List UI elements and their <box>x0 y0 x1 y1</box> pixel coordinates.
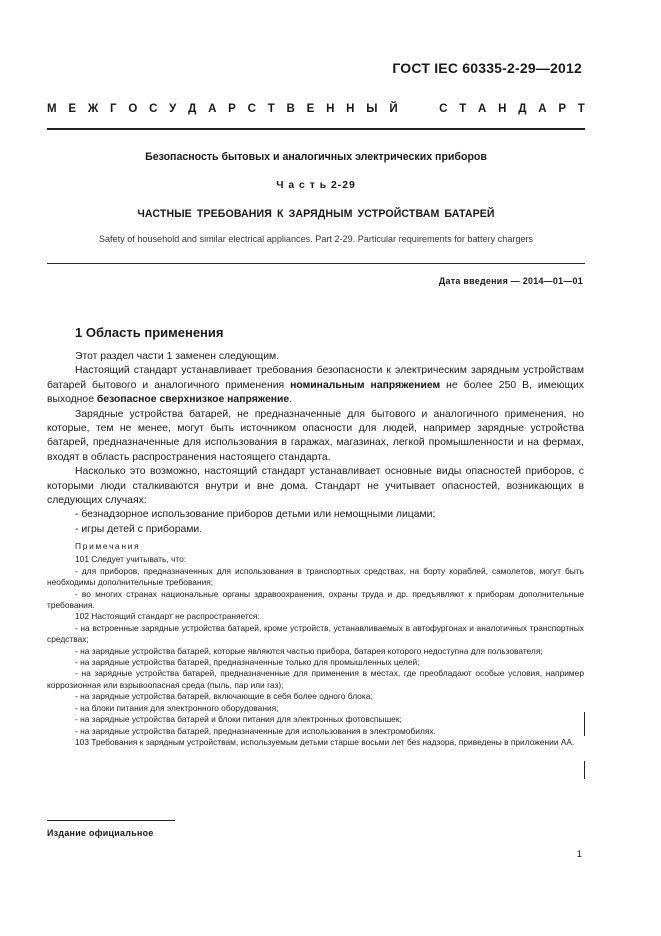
note-item: - на зарядные устройства батарей и блоки питания для электронных фотовспышек; <box>75 714 402 725</box>
list-item: - безнадзорное использование приборов детьми или немощными лицами; <box>75 509 436 521</box>
paragraph: Насколько это возможно, настоящий стандарт устанавливает основные виды опасностей приборов, с которыми люди сталкиваются внутри и вне дома. Стандарт не учитывает опасностей, возникающих в следующих случаях: <box>47 466 584 507</box>
notes-heading: Примечания <box>75 541 141 551</box>
category-letter: А <box>478 103 487 115</box>
category-letter: О <box>128 103 138 115</box>
note-item: - во многих странах национальные органы здравоохранения, охраны труда и др. предъявляют к приборам дополнительные требования. <box>47 588 584 611</box>
category-letter: Т <box>267 103 275 115</box>
paragraph: Зарядные устройства батарей, не предназначенные для бытового и аналогичного применения, но которые, тем не менее, могут быть источником опасности для людей, например зарядные устройства батарей, предназначенные для использования в гаражах, магазинах, легкой промышленности и на фермах, входят в область распространения настоящего стандарта. <box>47 408 584 463</box>
section-body <box>47 350 584 537</box>
title-main: Безопасность бытовых и аналогичных электрических приборов <box>145 151 487 163</box>
section-title: 1 Область применения <box>75 325 224 340</box>
footer-rule <box>47 820 175 821</box>
note-item: 101 Следует учитывать, что: <box>75 554 187 565</box>
list-item: - игры детей с приборами. <box>75 523 203 535</box>
note-item: - для приборов, предназначенных для использования в транспортных средствах, на борту кораблей, самолетов, могут быть необходимы дополнительные требования; <box>47 565 584 588</box>
note-item: - на блоки питания для электронного оборудования; <box>75 702 279 713</box>
introduction-date: Дата введения — 2014—01—01 <box>438 276 583 286</box>
category-letter: Й <box>389 103 398 115</box>
note-item: 102 Настоящий стандарт не распространяется: <box>75 611 260 622</box>
category-letter: Р <box>558 103 566 115</box>
category-letter: Ы <box>366 103 378 115</box>
category-letter: Т <box>577 103 585 115</box>
title-part: Ч а с т ь 2-29 <box>276 180 356 191</box>
category-letter: Н <box>498 103 507 115</box>
paragraph: Этот раздел части 1 заменен следующим. <box>75 351 280 362</box>
change-bar <box>584 761 585 779</box>
title-particular: ЧАСТНЫЕ ТРЕБОВАНИЯ К ЗАРЯДНЫМ УСТРОЙСТВАМ БАТАРЕЙ <box>137 208 495 220</box>
note-item: 103 Требования к зарядным устройствам, используемым детьми старше восьми лет без надзора, приведены в приложении АА. <box>75 736 575 747</box>
category-letter: Е <box>68 103 77 115</box>
top-rule <box>47 128 585 130</box>
category-letter: Г <box>110 103 117 115</box>
category-letter: В <box>286 103 295 115</box>
title-rule <box>47 263 585 264</box>
category-letter: Д <box>518 103 527 115</box>
note-item: - на зарядные устройства батарей, предназначенные для применения в местах, где преобладают особые условия, например коррозионная или взрывоопасная среда (пыль, пар или газ); <box>47 668 584 690</box>
note-item: - на зарядные устройства батарей, предназначенные только для промышленных целей; <box>75 657 420 668</box>
category-letter: А <box>538 103 547 115</box>
category-letter: М <box>47 103 57 115</box>
paragraph: Настоящий стандарт устанавливает требования безопасности к электрическим зарядным устройствам батарей бытового и аналогичного применения номинальным напряжением не более 250 В, имеющих выходное безопасное сверхнизкое напряжение. <box>47 365 584 406</box>
notes <box>47 541 584 748</box>
note-item: - на встроенные зарядные устройства батарей, кроме устройств, устанавливаемых в автофургонах и аналогичных транспортных средствах; <box>47 622 584 645</box>
category-letter: С <box>149 103 158 115</box>
category-letter: С <box>247 103 256 115</box>
note-item: - на зарядные устройства батарей, предназначенные для использования в электромобилях. <box>75 725 436 736</box>
category-letter: Ж <box>87 103 99 115</box>
category-letter: Р <box>228 103 236 115</box>
category-letter: А <box>208 103 217 115</box>
category-letter: Е <box>306 103 315 115</box>
page-number: 1 <box>576 849 582 860</box>
standard-id: ГОСТ IEC 60335-2-29—2012 <box>392 60 582 76</box>
category-letter: Н <box>326 103 335 115</box>
category-letter: Т <box>459 103 467 115</box>
title-english: Safety of household and similar electrical appliances. Part 2-29. Particular requirements for battery chargers <box>98 234 534 244</box>
category-letter: Н <box>346 103 355 115</box>
category-letter: Д <box>188 103 197 115</box>
category-letter: С <box>439 103 448 115</box>
edition-label: Издание официальное <box>47 828 154 838</box>
category-letter: У <box>169 103 177 115</box>
change-bar <box>584 712 585 736</box>
letter-gap <box>409 103 427 115</box>
note-item: - на зарядные устройства батарей, включающие в себя более одного блока; <box>75 691 373 702</box>
standard-category <box>47 103 585 115</box>
note-item: - на зарядные устройства батарей, которые являются частью прибора, батарея которого недоступна для пользователя; <box>75 645 543 656</box>
